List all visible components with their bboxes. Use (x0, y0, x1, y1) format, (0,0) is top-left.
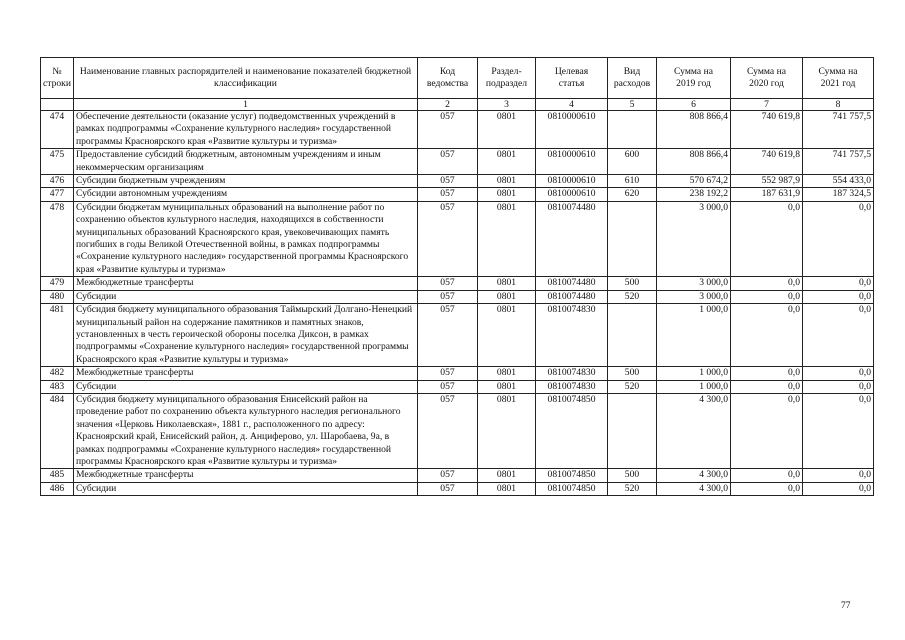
sum-2019: 3 000,0 (657, 277, 731, 290)
col-number: 2 (418, 99, 478, 111)
row-name: Предоставление субсидий бюджетным, автономным учреждениям и иным некоммерческим организациям (74, 149, 418, 175)
header-sum-2020: Сумма на 2020 год (731, 58, 803, 99)
expense-type: 610 (608, 175, 657, 188)
expense-type (608, 304, 657, 367)
target-code: 0810074830 (536, 380, 608, 393)
table-row (41, 304, 874, 367)
table-row (41, 290, 874, 303)
col-number: 8 (803, 99, 874, 111)
sum-2019: 4 300,0 (657, 393, 731, 468)
table-row (41, 149, 874, 175)
dept-code: 057 (418, 111, 478, 149)
row-name: Субсидии бюджетным учреждениям (74, 175, 418, 188)
header-sum-2021: Сумма на 2021 год (803, 58, 874, 99)
sum-2021: 0,0 (803, 290, 874, 303)
dept-code: 057 (418, 393, 478, 468)
row-number: 479 (41, 277, 74, 290)
header-sum-2019: Сумма на 2019 год (657, 58, 731, 99)
section-code: 0801 (478, 304, 536, 367)
sum-2020: 0,0 (731, 367, 803, 380)
sum-2021: 741 757,5 (803, 111, 874, 149)
table-row (41, 175, 874, 188)
dept-code: 057 (418, 201, 478, 276)
section-code: 0801 (478, 188, 536, 201)
section-code: 0801 (478, 482, 536, 495)
sum-2019: 808 866,4 (657, 149, 731, 175)
target-code: 0810074830 (536, 367, 608, 380)
expense-type: 500 (608, 469, 657, 482)
row-number: 486 (41, 482, 74, 495)
table-row (41, 367, 874, 380)
col-number: 7 (731, 99, 803, 111)
dept-code: 057 (418, 482, 478, 495)
sum-2021: 741 757,5 (803, 149, 874, 175)
sum-2020: 0,0 (731, 482, 803, 495)
row-number: 474 (41, 111, 74, 149)
section-code: 0801 (478, 149, 536, 175)
expense-type (608, 201, 657, 276)
row-name: Субсидии (74, 290, 418, 303)
sum-2020: 0,0 (731, 201, 803, 276)
row-name: Субсидия бюджету муниципального образования Енисейский район на проведение работ по сохранению объекта культурного наследия регионального значения «Церковь Николаевская», 1881 г., расположенного по адресу: Красноярский край, Енисейский район, д. Анциферово, ул. Шаробаева, 9а, в рамках подпрограммы «Сохранение культурного наследия» государственной программы Красноярского края «Развитие культуры и туризма» (74, 393, 418, 468)
row-number: 484 (41, 393, 74, 468)
expense-type: 500 (608, 277, 657, 290)
table-row (41, 469, 874, 482)
target-code: 0810074830 (536, 304, 608, 367)
row-number: 485 (41, 469, 74, 482)
col-number: 4 (536, 99, 608, 111)
sum-2021: 0,0 (803, 380, 874, 393)
row-name: Субсидии бюджетам муниципальных образований на выполнение работ по сохранению объектов культурного наследия, находящихся в собственности муниципальных образований Красноярского края, увековечивающих память погибших в годы Великой Отечественной войны, в рамках подпрограммы «Сохранение культурного наследия» государственной программы Красноярского края «Развитие культуры и туризма» (74, 201, 418, 276)
sum-2019: 4 300,0 (657, 469, 731, 482)
sum-2021: 0,0 (803, 469, 874, 482)
row-name: Межбюджетные трансферты (74, 277, 418, 290)
dept-code: 057 (418, 290, 478, 303)
row-number: 477 (41, 188, 74, 201)
sum-2020: 740 619,8 (731, 149, 803, 175)
sum-2021: 0,0 (803, 393, 874, 468)
col-number: 1 (74, 99, 418, 111)
header-exp-type: Вид расходов (608, 58, 657, 99)
sum-2019: 238 192,2 (657, 188, 731, 201)
sum-2020: 0,0 (731, 290, 803, 303)
sum-2021: 554 433,0 (803, 175, 874, 188)
header-name: Наименование главных распорядителей и наименование показателей бюджетной классификации (74, 58, 418, 99)
expense-type: 600 (608, 149, 657, 175)
col-number: 6 (657, 99, 731, 111)
expense-type: 500 (608, 367, 657, 380)
col-number (41, 99, 74, 111)
sum-2019: 3 000,0 (657, 201, 731, 276)
section-code: 0801 (478, 175, 536, 188)
row-number: 480 (41, 290, 74, 303)
sum-2020: 0,0 (731, 304, 803, 367)
table-row (41, 482, 874, 495)
header-row (41, 58, 874, 99)
dept-code: 057 (418, 367, 478, 380)
expense-type: 520 (608, 380, 657, 393)
sum-2019: 808 866,4 (657, 111, 731, 149)
target-code: 0810074850 (536, 393, 608, 468)
sum-2021: 0,0 (803, 277, 874, 290)
target-code: 0810000610 (536, 175, 608, 188)
target-code: 0810074480 (536, 201, 608, 276)
row-number: 483 (41, 380, 74, 393)
table-row (41, 380, 874, 393)
target-code: 0810000610 (536, 188, 608, 201)
row-name: Межбюджетные трансферты (74, 469, 418, 482)
dept-code: 057 (418, 149, 478, 175)
section-code: 0801 (478, 201, 536, 276)
sum-2020: 0,0 (731, 393, 803, 468)
expense-type: 520 (608, 482, 657, 495)
dept-code: 057 (418, 469, 478, 482)
column-number-row (41, 99, 874, 111)
expense-type (608, 111, 657, 149)
section-code: 0801 (478, 469, 536, 482)
sum-2021: 0,0 (803, 304, 874, 367)
section-code: 0801 (478, 380, 536, 393)
row-number: 476 (41, 175, 74, 188)
row-number: 475 (41, 149, 74, 175)
sum-2019: 4 300,0 (657, 482, 731, 495)
row-number: 481 (41, 304, 74, 367)
table-row (41, 393, 874, 468)
sum-2021: 187 324,5 (803, 188, 874, 201)
target-code: 0810000610 (536, 111, 608, 149)
sum-2021: 0,0 (803, 482, 874, 495)
page-number: 77 (841, 601, 851, 611)
row-name: Межбюджетные трансферты (74, 367, 418, 380)
target-code: 0810074850 (536, 482, 608, 495)
col-number: 3 (478, 99, 536, 111)
dept-code: 057 (418, 304, 478, 367)
row-name: Субсидия бюджету муниципального образования Таймырский Долгано-Ненецкий муниципальный район на содержание памятников и памятных знаков, установленных в честь героической обороны поселка Диксон, в рамках подпрограммы «Сохранение культурного наследия» государственной программы Красноярского края «Развитие культуры и туризма» (74, 304, 418, 367)
section-code: 0801 (478, 290, 536, 303)
sum-2019: 1 000,0 (657, 367, 731, 380)
row-name: Субсидии (74, 380, 418, 393)
target-code: 0810000610 (536, 149, 608, 175)
header-dept-code: Код ведомства (418, 58, 478, 99)
dept-code: 057 (418, 188, 478, 201)
header-target: Целевая статья (536, 58, 608, 99)
sum-2019: 1 000,0 (657, 380, 731, 393)
expense-type (608, 393, 657, 468)
sum-2019: 1 000,0 (657, 304, 731, 367)
sum-2020: 0,0 (731, 469, 803, 482)
table-row (41, 188, 874, 201)
sum-2020: 0,0 (731, 380, 803, 393)
target-code: 0810074480 (536, 290, 608, 303)
sum-2020: 187 631,9 (731, 188, 803, 201)
target-code: 0810074480 (536, 277, 608, 290)
section-code: 0801 (478, 277, 536, 290)
header-row-no: № строки (41, 58, 74, 99)
dept-code: 057 (418, 277, 478, 290)
row-name: Субсидии автономным учреждениям (74, 188, 418, 201)
expense-type: 620 (608, 188, 657, 201)
row-number: 482 (41, 367, 74, 380)
row-name: Обеспечение деятельности (оказание услуг) подведомственных учреждений в рамках подпрограммы «Сохранение культурного наследия» государственной программы Красноярского края «Развитие культуры и туризма» (74, 111, 418, 149)
table-row (41, 201, 874, 276)
section-code: 0801 (478, 393, 536, 468)
col-number: 5 (608, 99, 657, 111)
sum-2019: 570 674,2 (657, 175, 731, 188)
row-name: Субсидии (74, 482, 418, 495)
dept-code: 057 (418, 380, 478, 393)
table-row (41, 277, 874, 290)
table-row (41, 111, 874, 149)
expense-type: 520 (608, 290, 657, 303)
dept-code: 057 (418, 175, 478, 188)
header-section: Раздел- подраздел (478, 58, 536, 99)
sum-2019: 3 000,0 (657, 290, 731, 303)
target-code: 0810074850 (536, 469, 608, 482)
sum-2021: 0,0 (803, 367, 874, 380)
section-code: 0801 (478, 367, 536, 380)
sum-2021: 0,0 (803, 201, 874, 276)
sum-2020: 552 987,9 (731, 175, 803, 188)
sum-2020: 740 619,8 (731, 111, 803, 149)
budget-table (40, 57, 874, 496)
section-code: 0801 (478, 111, 536, 149)
sum-2020: 0,0 (731, 277, 803, 290)
row-number: 478 (41, 201, 74, 276)
